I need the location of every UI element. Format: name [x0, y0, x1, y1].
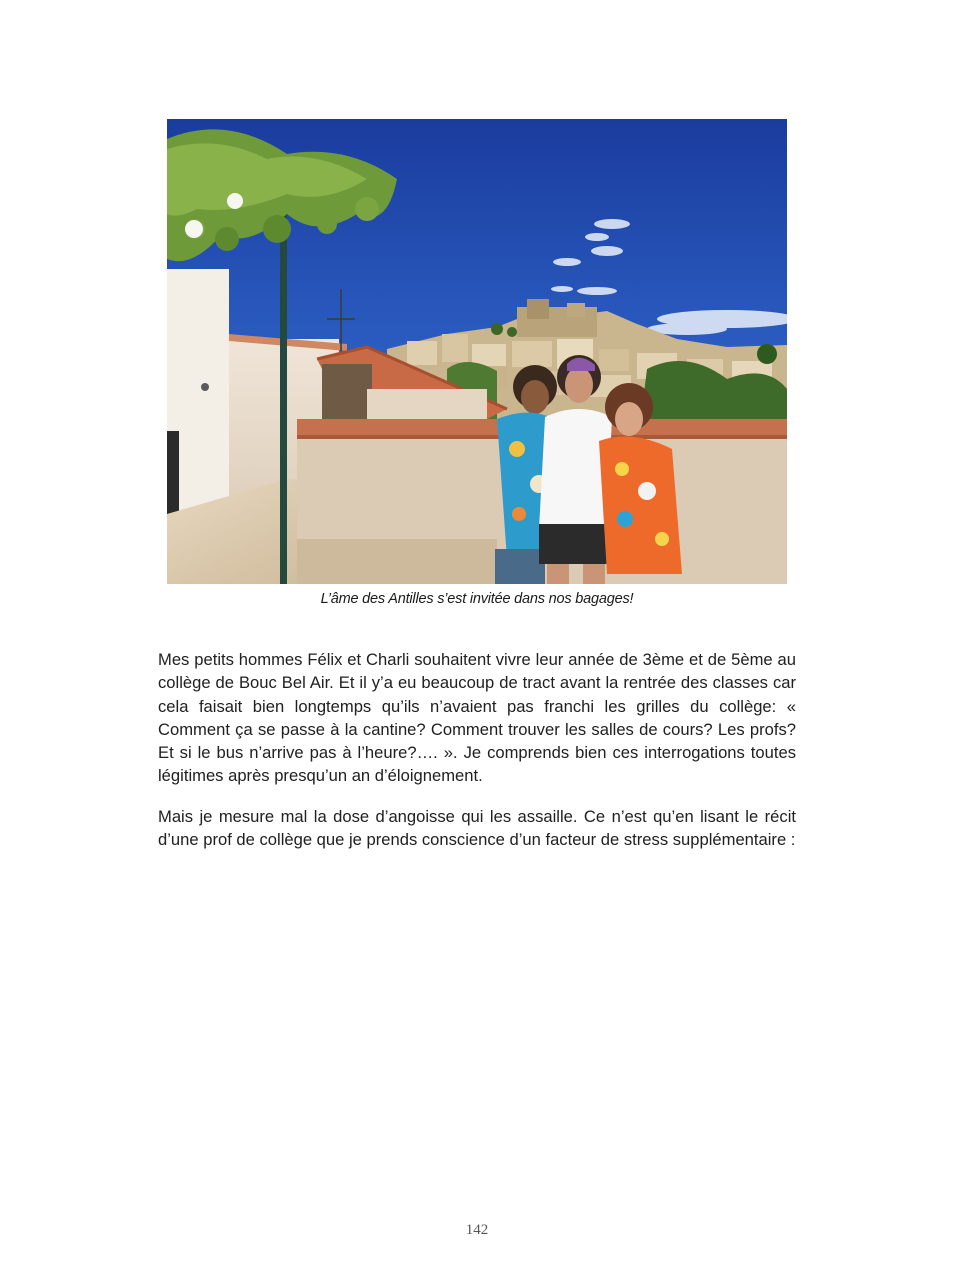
page-number: 142 — [465, 1222, 489, 1238]
body-paragraph-2: Mais je mesure mal la dose d’angoisse qui les assaille. Ce n’est qu’en lisant le récit d’une prof de collège que je prends conscience d’un facteur de stress supplémentaire : — [158, 807, 796, 850]
photo-image — [167, 119, 787, 584]
photo-caption: L’âme des Antilles s’est invitée dans nos bagages! — [320, 591, 634, 607]
body-paragraph-1: Mes petits hommes Félix et Charli souhaitent vivre leur année de 3ème et de 5ème au collège de Bouc Bel Air. Et il y’a eu beaucoup de tract avant la rentrée des classes car cela faisait bien longtemps qu’ils n’avaient pas franchi les grilles du collège: « Comment ça se passe à la cantine? Comment trouver les salles de cours? Les profs? Et si le bus n’arrive pas à l’heure?…. ». Je comprends bien ces interrogations toutes légitimes après presqu’un an d’éloignement. — [158, 650, 796, 786]
